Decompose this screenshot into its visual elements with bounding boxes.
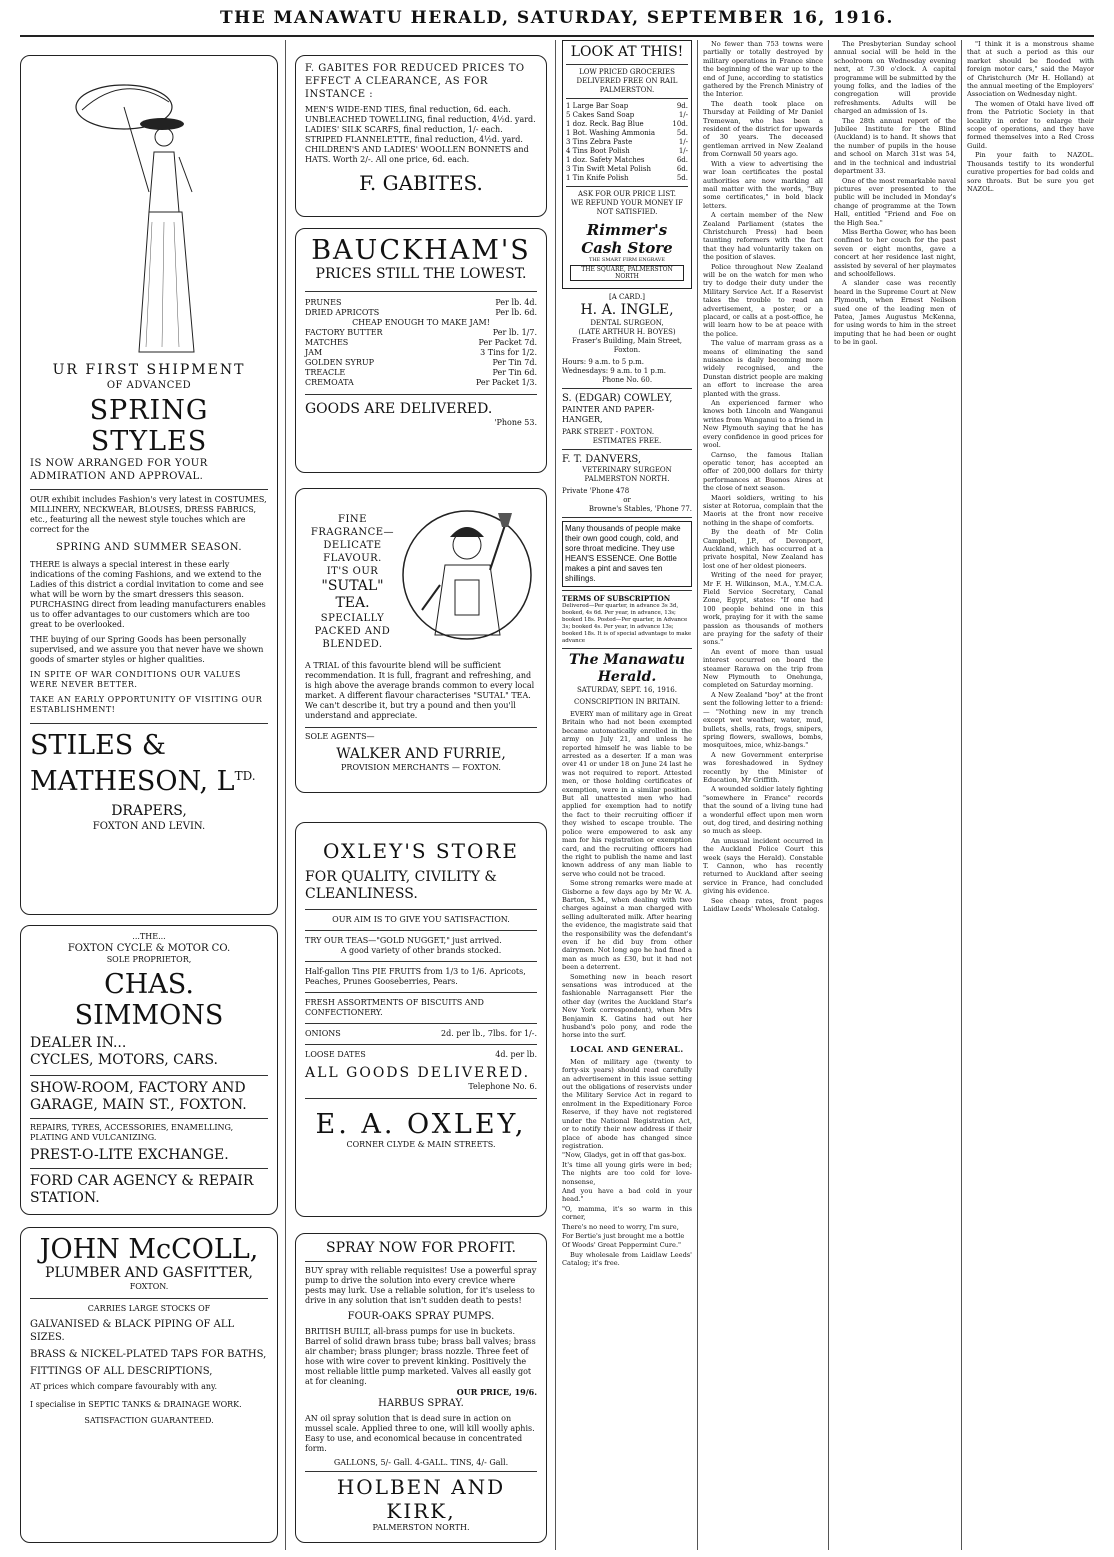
- price-row: [566, 120, 688, 129]
- article: The women of Otaki have lived off from the Patriotic Society in that locality in order to enlarge their scope of operations, and they have formed themselves into a Red Cross Guild.: [967, 99, 1094, 150]
- simmons-ad: [20, 925, 278, 1215]
- danvers-browne: Browne's Stables, 'Phone 77.: [588, 505, 692, 513]
- article: A slander case was recently heard in the Supreme Court at New Plymouth, when Ernest Neilson sued one of the leading men of Patea, James Augustus McKenna, for using words to him in the street imputing that he had been or ought to be in gaol.: [834, 279, 956, 347]
- sutal-agents: SOLE AGENTS—: [305, 732, 375, 741]
- stiles-para-3: THE buying of our Spring Goods has been personally supervised, and we assure you that never have we shown goods of smarter styles or higher qualities.: [30, 635, 264, 664]
- article: The value of marram grass as a means of eliminating the sand nuisance is daily becoming more widely recognised, and the Dunstan district people are making an effort to increase the area planted with the grass.: [703, 339, 823, 398]
- danvers-name: F. T. DANVERS,: [562, 454, 642, 465]
- stiles-heading-1: UR FIRST SHIPMENT: [52, 362, 246, 378]
- spray-p1: BUY spray with reliable requisites! Use a powerful spray pump to drive the solution into every crevice where pests may lurk. Use a reliable solution, for it's useless to drive in any solution that isn't sudden death to pests!: [305, 1266, 537, 1305]
- divider: [305, 394, 537, 395]
- sutal-l1: FINE: [338, 514, 367, 525]
- price-row: [305, 368, 537, 378]
- ingle-foxton: Foxton.: [613, 346, 641, 354]
- item-price: 3 Tins for 1/2.: [480, 348, 537, 357]
- article: An event of more than usual interest occurred on board the steamer Rarawa on the trip from New Plymouth to Onehunga, completed on Saturday morning.: [703, 647, 823, 690]
- divider: [566, 64, 688, 65]
- mccoll-sat: SATISFACTION GUARANTEED.: [84, 1416, 214, 1425]
- item-price: 1/-: [678, 147, 688, 155]
- gabites-item: CHILDREN'S AND LADIES' WOOLLEN BONNETS and HATS. Worth 2/-. All one price, 6d. each.: [305, 145, 529, 164]
- divider: [562, 590, 692, 591]
- poem-line: For Bertie's just brought me a bottle: [562, 1231, 685, 1240]
- article: Miss Bertha Gower, who has been confined to her couch for the past seven or eight months, gave a concert at her residence last night, assisted by several of her playmates and schoolfellows.: [834, 227, 956, 278]
- divider: [305, 992, 537, 993]
- spray-price: OUR PRICE, 19/6.: [456, 1387, 537, 1397]
- danvers-vet: VETERINARY SURGEON: [582, 466, 672, 474]
- divider: [562, 388, 692, 389]
- stiles-season: SPRING AND SUMMER SEASON.: [55, 542, 243, 553]
- mccoll-name: JOHN McCOLL,: [39, 1234, 259, 1265]
- price-row: [305, 348, 537, 358]
- ingle-phone: Phone No. 60.: [601, 376, 653, 384]
- simmons-repairs: REPAIRS, TYRES, ACCESSORIES, ENAMELLING, PLATING AND VULCANIZING.: [30, 1123, 234, 1142]
- local-general-head: LOCAL AND GENERAL.: [570, 1043, 684, 1054]
- simmons-name: CHAS. SIMMONS: [74, 969, 224, 1031]
- article: Police throughout New Zealand will be on the watch for men who try to dodge their duty under the Military Service Act. If a Reservist takes the trouble to read an advertisement, a poster, or a placard, or calls at a post-office, he will learn how to be at peace with the police.: [703, 262, 823, 338]
- sutal-l9: PACKED AND: [314, 626, 391, 637]
- divider: [30, 723, 268, 724]
- divider: [305, 1471, 537, 1472]
- item-name: PRUNES: [305, 298, 342, 307]
- sutal-l2: FRAGRANCE—: [310, 527, 395, 538]
- column-6: [967, 40, 1094, 1550]
- price-row: [566, 102, 688, 111]
- item-price: 5d.: [676, 129, 688, 137]
- price-row: [305, 308, 537, 318]
- item-name: 1 Large Bar Soap: [566, 102, 629, 110]
- simmons-co: FOXTON CYCLE & MOTOR CO.: [67, 943, 231, 954]
- rimmers-square: THE SQUARE, PALMERSTON NORTH: [570, 265, 684, 281]
- divider: [305, 1044, 537, 1045]
- sutal-l3: DELICATE: [323, 540, 382, 551]
- article: The 28th annual report of the Jubilee Institute for the Blind (Auckland) is to hand. It shows that the number of pupils in the house and school on March 31st was 54, and in the technical and industrial department 33.: [834, 116, 956, 176]
- bauckham-deliv: GOODS ARE DELIVERED.: [305, 401, 493, 417]
- item-price: 6d.: [676, 156, 688, 164]
- price-row: [305, 298, 537, 308]
- spring-styles-title: SPRING STYLES: [89, 395, 209, 457]
- item-price: Per Packet 7d.: [478, 338, 537, 347]
- item-name: 5 Cakes Sand Soap: [566, 111, 635, 119]
- price-row: [305, 318, 537, 328]
- article: An unusual incident occurred in the Auckland Police Court this week (says the Herald). Constable T. Cannon, who has recently returned to Auckland after seeing service in France, had concluded giving his evidence.: [703, 836, 823, 896]
- cowley-name: S. (EDGAR) COWLEY,: [562, 393, 673, 404]
- item-price: Per lb. 1/7.: [492, 328, 537, 337]
- look-ask: ASK FOR OUR PRICE LIST.: [577, 190, 677, 198]
- article: Men of military age (twenty to forty-six years) should read carefully an advertisement in this issue setting out the obligations of reservists under the Military Service Act in regard to enrolment in the Expeditionary Force Reserve, if they have not registered under the National Registration Act, or to notify their new address if their place of abode has changed since registration.: [562, 1057, 692, 1150]
- danvers-palm: PALMERSTON NORTH.: [584, 475, 670, 483]
- price-row: [566, 111, 688, 120]
- col3-local: [562, 1058, 692, 1268]
- gabites-name: F. GABITES.: [359, 171, 483, 195]
- masthead-rule: [20, 35, 1094, 37]
- cowley-painter: PAINTER AND PAPER-HANGER,: [562, 405, 655, 424]
- gabites-item: LADIES' SILK SCARFS, final reduction, 1/- each.: [305, 125, 503, 134]
- price-row: [305, 338, 537, 348]
- oxley-teas: TRY OUR TEAS—"GOLD NUGGET," just arrived.: [305, 936, 502, 945]
- spray-p3: AN oil spray solution that is dead sure in action on mussel scale. Applied three to one, will kill woolly aphis. Easy to use, and economical because in concentrated form.: [305, 1414, 535, 1453]
- danvers-priv: Private 'Phone 478: [562, 487, 630, 495]
- spray-pumps: FOUR-OAKS SPRAY PUMPS.: [347, 1311, 495, 1322]
- poem-line: And you have a bad cold in your head.": [562, 1186, 692, 1204]
- sutal-trial: A TRIAL of this favourite blend will be sufficient recommendation. It is full, fragrant and refreshing, and is high above the average brands common to every local market. A different flavour characterises "SUTAL" TEA. We can't describe it, but try a pound and then you'll understand and appreciate.: [305, 661, 535, 720]
- item-price: 9d.: [676, 102, 688, 110]
- oxley-dates-label: LOOSE DATES: [305, 1050, 366, 1059]
- article: A certain member of the New Zealand Parliament (states the Christchurch Press) had been taunting reformers with the fact that they had voluntarily taken on the position of slaves.: [703, 211, 823, 262]
- article: Writing of the need for prayer, Mr F. H. Wilkinson, M.A., Y.M.C.A. Field Service Secretary, Canal Zone, Egypt, states: "If one had 100 people behind one in this work, praying for it with the same passion as thousands of mothers are praying for the safety of their sons.": [703, 571, 823, 647]
- ingle-late: (LATE ARTHUR H. BOYES): [578, 328, 676, 336]
- divider: [305, 1261, 537, 1262]
- divider: [562, 648, 692, 649]
- herald-title: The Manawatu Herald.: [569, 652, 685, 685]
- spray-head: SPRAY NOW FOR PROFIT.: [326, 1240, 516, 1256]
- stiles-name-2: [30, 761, 268, 797]
- article: Carnso, the famous Italian operatic tenor, has accepted an offer of 200,000 dollars for thirty performances at Buenos Aires at the close of next season.: [703, 450, 823, 493]
- sutal-name: WALKER AND FURRIE,: [336, 746, 506, 762]
- bauckham-name: BAUCKHAM'S: [311, 235, 531, 266]
- oxley-onions-row: [305, 1029, 537, 1039]
- masthead: THE MANAWATU HERALD, SATURDAY, SEPTEMBER 16, 1916.: [220, 8, 894, 28]
- mccoll-ad: [20, 1227, 278, 1543]
- price-row: [566, 147, 688, 156]
- item-name: GOLDEN SYRUP: [305, 358, 374, 367]
- item-name: 1 doz. Reck. Bag Blue: [566, 120, 644, 128]
- price-row: [566, 138, 688, 147]
- conscription-head: CONSCRIPTION IN BRITAIN.: [574, 698, 680, 706]
- stiles-place: FOXTON AND LEVIN.: [92, 821, 206, 832]
- article: A new Government enterprise was foreshadowed in Sydney recently by the Minister of Education, Mr Griffith.: [703, 750, 823, 784]
- spray-p2: BRITISH BUILT, all-brass pumps for use in buckets. Barrel of solid drawn brass tube; brass ball valves; brass air chamber; brass plunger; brass nozzle. Three feet of hose with wire cover to prevent kinking. Positively the most reliable little pump marketed. Valves all easily got at for cleaning.: [305, 1327, 536, 1386]
- oxley-dates-price: 4d. per lb.: [495, 1050, 537, 1059]
- stiles-trade: DRAPERS,: [111, 803, 187, 819]
- item-name: MATCHES: [305, 338, 349, 347]
- bauckham-phone: 'Phone 53.: [494, 418, 537, 427]
- oxley-tel: Telephone No. 6.: [468, 1082, 537, 1091]
- article: Pin your faith to NAZOL. Thousands testify to its wonderful curative properties for bad colds and sore throats. But be sure you get NAZOL.: [967, 151, 1094, 193]
- divider: [566, 186, 688, 187]
- oxley-dates-row: [305, 1050, 537, 1060]
- article: See cheap rates, front pages Laidlaw Leeds' Wholesale Catalog.: [703, 896, 823, 914]
- poem-line: "O, mamma, it's so warm in this corner,: [562, 1204, 692, 1222]
- cowley-est: ESTIMATES FREE.: [592, 437, 662, 445]
- item-price: Per Packet 1/3.: [475, 378, 537, 387]
- stiles-name-1: STILES &: [30, 730, 166, 761]
- oxley-onions-label: ONIONS: [305, 1029, 341, 1038]
- bauckham-sub: PRICES STILL THE LOWEST.: [315, 266, 527, 282]
- oxley-head: OXLEY'S STORE: [322, 839, 520, 863]
- bauckham-ad: [295, 228, 547, 473]
- danvers-or: or: [623, 496, 631, 504]
- oxley-teas2: A good variety of other brands stocked.: [340, 946, 502, 955]
- hean-essence-ad: Many thousands of people make their own good cough, cold, and sore throat medicine. They use HEAN'S ESSENCE. One Bottle makes a pint and saves ten shillings.: [562, 521, 692, 587]
- mccoll-special: I specialise in SEPTIC TANKS & DRAINAGE WORK.: [30, 1400, 242, 1409]
- column-5: [834, 40, 956, 1550]
- poem-line: There's no need to worry, I'm sure,: [562, 1222, 679, 1231]
- divider: [305, 291, 537, 292]
- column-divider: [555, 40, 556, 1550]
- item-name: DRIED APRICOTS: [305, 308, 380, 317]
- oxley-aim: OUR AIM IS TO GIVE YOU SATISFACTION.: [332, 915, 510, 924]
- tea-lady-illustration: [400, 495, 535, 655]
- article: A New Zealand "boy" at the front sent the following letter to a friend:— "Nothing new in my trench except wet weather, water, mud, bullets, shells, rats, frogs, snipers, spring flowers, swallows, bombs, mosquitoes, mice, whiz-bangs.": [703, 690, 823, 750]
- mccoll-carries: CARRIES LARGE STOCKS OF: [87, 1304, 211, 1313]
- divider: [30, 489, 268, 490]
- look-price-list: [566, 102, 688, 183]
- terms-head: TERMS OF SUBSCRIPTION: [562, 594, 671, 603]
- stiles-para-5: TAKE AN EARLY OPPORTUNITY OF VISITING OUR ESTABLISHMENT!: [30, 695, 263, 714]
- poem-line: "Now, Gladys, get in off that gas-box.: [562, 1151, 687, 1160]
- stiles-heading-4: IS NOW ARRANGED FOR YOUR: [30, 458, 208, 469]
- spray-ad: [295, 1233, 547, 1543]
- item-price: 10d.: [672, 120, 688, 128]
- item-name: 4 Tins Boot Polish: [566, 147, 630, 155]
- divider: [562, 517, 692, 518]
- mccoll-brass: BRASS & NICKEL-PLATED TAPS FOR BATHS,: [30, 1349, 267, 1360]
- article: No fewer than 753 towns were partially or totally destroyed by military operations in France since the beginning of the war up to the end of June, according to statistics gathered by the French Ministry of the Interior.: [703, 40, 823, 99]
- stiles-heading-2: OF ADVANCED: [106, 380, 192, 391]
- sutal-l4: FLAVOUR.: [323, 553, 382, 564]
- sutal-l7: TEA.: [335, 595, 370, 611]
- item-name: CREMOATA: [305, 378, 354, 387]
- item-price: 5d.: [676, 174, 688, 182]
- item-name: CHEAP ENOUGH TO MAKE JAM!: [352, 318, 490, 327]
- article: The death took place on Thursday at Feilding of Mr Daniel Tremewan, who has been a resident of the district for upwards of 30 years. The deceased gentleman arrived in New Zealand from Cornwall 50 years ago.: [703, 99, 823, 159]
- article: Maori soldiers, writing to his sister at Rotorua, complain that the Maoris at the front now receive nothing in the shape of comforts.: [703, 493, 823, 527]
- oxley-addr: CORNER CLYDE & MAIN STREETS.: [346, 1140, 496, 1149]
- sutal-l6: "SUTAL": [321, 578, 384, 594]
- column-divider: [285, 40, 286, 1550]
- item-name: 1 doz. Safety Matches: [566, 156, 645, 164]
- article: EVERY man of military age in Great Britain who had not been exempted became automatically enrolled in the army on July 21, and unless he reported himself he was liable to be arrested as a deserter. If a man was over 41 or under 18 on June 24 last he was not required to report. Attested men, or those holding certificates of exemption, were in a similar position. But all unattested men who had applied for exemption had to notify the fact to their recruiting officer if they wished to escape trouble. The police were empowered to ask any man for his registration or exemption card, and the recruiting officers had the right to publish the name and last known address of any man liable to serve who could not be traced.: [562, 710, 692, 878]
- gabites-ad: [295, 55, 547, 217]
- column-3: [562, 40, 692, 1550]
- item-price: Per Tin 7d.: [492, 358, 537, 367]
- oxley-ad: [295, 822, 547, 1217]
- item-price: 6d.: [676, 165, 688, 173]
- oxley-all: ALL GOODS DELIVERED.: [305, 1065, 531, 1081]
- oxley-fresh: FRESH ASSORTMENTS OF BISCUITS AND CONFECTIONERY.: [305, 998, 484, 1017]
- stiles-para-4: IN SPITE OF WAR CONDITIONS OUR VALUES WERE NEVER BETTER.: [30, 670, 241, 689]
- herald-date: SATURDAY, SEPT. 16, 1916.: [577, 686, 677, 694]
- sutal-slogan: [305, 495, 400, 655]
- mccoll-prices: AT prices which compare favourably with any.: [30, 1382, 217, 1391]
- ingle-name: H. A. INGLE,: [580, 302, 674, 318]
- item-price: Per lb. 4d.: [495, 298, 537, 307]
- divider: [305, 1023, 537, 1024]
- gabites-head: F. GABITES FOR REDUCED PRICES TO EFFECT A CLEARANCE, AS FOR INSTANCE :: [305, 63, 525, 100]
- gabites-item: UNBLEACHED TOWELLING, final reduction, 4½d. yard.: [305, 115, 536, 124]
- poem-line: Of Woods' Great Peppermint Cure.": [562, 1241, 682, 1250]
- bauckham-price-list: [305, 298, 537, 388]
- item-name: TREACLE: [305, 368, 346, 377]
- price-row: [566, 174, 688, 183]
- divider: [305, 727, 537, 728]
- item-price: 1/-: [678, 138, 688, 146]
- item-name: FACTORY BUTTER: [305, 328, 383, 337]
- article: The Presbyterian Sunday school annual social will be held in the schoolroom on Wednesday evening next, at 7.30 o'clock. A capital programme will be submitted by the young folks, and the ladies of the congregation will provide refreshments. Adults will be charged an admission of 1s.: [834, 40, 956, 116]
- article: Buy wholesale from Laidlaw Leeds' Catalog; it's free.: [562, 1250, 692, 1268]
- sutal-l10: BLENDED.: [322, 639, 383, 650]
- oxley-sub: FOR QUALITY, CIVILITY & CLEANLINESS.: [305, 869, 497, 902]
- sutal-l5: IT'S OUR: [326, 566, 379, 577]
- item-name: 1 Tin Knife Polish: [566, 174, 629, 182]
- look-refund: WE REFUND YOUR MONEY IF NOT SATISFIED.: [571, 199, 683, 216]
- article: One of the most remarkable naval pictures ever presented to the public will be included in Monday's change of programme at the Town Hall, entitled "Friend and Foe on the High Sea.": [834, 176, 956, 227]
- look-low: LOW PRICED GROCERIES DELIVERED FREE ON RAIL PALMERSTON.: [576, 68, 678, 94]
- article: "I think it is a monstrous shame that at such a period as this our market should be flooded with foreign motor cars," said the Mayor of Christchurch (Mr H. Holland) at the annual meeting of the Employers' Association on Wednesday night.: [967, 40, 1094, 99]
- mccoll-place: FOXTON.: [129, 1282, 169, 1291]
- cowley-park: PARK STREET - FOXTON.: [562, 428, 655, 436]
- stiles-ltd: TD.: [234, 769, 256, 783]
- ingle-dental: DENTAL SURGEON,: [590, 319, 664, 327]
- column-4: [703, 40, 823, 1550]
- simmons-prest: PREST-O-LITE EXCHANGE.: [30, 1147, 229, 1163]
- divider: [30, 1118, 268, 1119]
- price-row: [566, 129, 688, 138]
- poem-line: It's time all young girls were in bed; The nights are too cold for love-nonsense,: [562, 1160, 692, 1186]
- item-price: Per lb. 6d.: [495, 308, 537, 317]
- oxley-onions-price: 2d. per lb., 7lbs. for 1/-.: [441, 1029, 537, 1038]
- item-price: Per Tin 6d.: [492, 368, 537, 377]
- divider: [305, 1098, 537, 1099]
- article: Some strong remarks were made at Gisborne a few days ago by Mr W. A. Barton, S.M., when dealing with two charges against a man charged with selling adulterated milk. After hearing the evidence, the magistrate said that the responsibility was the defendant's even if he did buy from other dairymen. Not long ago he had fined a man as much as £30, but it had not been a deterrent.: [562, 879, 692, 972]
- simmons-the: ...THE...: [132, 932, 166, 941]
- oxley-fruits: Half-gallon Tins PIE FRUITS from 1/3 to 1/6. Apricots, Peaches, Prunes Gooseberries, Pears.: [305, 967, 526, 986]
- ingle-card: [A CARD.]: [608, 293, 645, 301]
- fashion-lady-illustration: [74, 62, 224, 362]
- article: An experienced farmer who knows both Lincoln and Wanganui writes from Wanganui to a friend in New Plymouth saying that he has every confidence in good prices for wool.: [703, 399, 823, 450]
- ingle-fraser: Fraser's Building, Main Street,: [571, 337, 683, 345]
- price-row: [566, 165, 688, 174]
- item-name: 3 Tins Zebra Paste: [566, 138, 633, 146]
- look-ad: [562, 40, 692, 289]
- spray-place: PALMERSTON NORTH.: [372, 1523, 470, 1532]
- article: A wounded soldier lately fighting "somewhere in France" records that the sound of a living tune had a wonderful effect upon men worn out, dog tired, and desiring nothing so much as sleep.: [703, 785, 823, 836]
- stiles-para-2: THERE is always a special interest in these early indications of the coming Fashions, and we extend to the Ladies of this district a cordial invitation to come and see what will be worn by the smart dressers this season. PURCHASING direct from leading manufacturers enables us to offer advantages to our customers which are too great to be overlooked.: [30, 560, 266, 629]
- sutal-l8: SPECIALLY: [320, 613, 385, 624]
- divider: [305, 961, 537, 962]
- divider: [30, 1075, 268, 1076]
- spray-name: HOLBEN AND KIRK,: [336, 1475, 506, 1523]
- stiles-para-1: OUR exhibit includes Fashion's very latest in COSTUMES, MILLINERY, NECKWEAR, BLOUSES, DRESS FABRICS, etc., featuring all the newest style touches which are correct for the: [30, 495, 267, 534]
- price-row: [305, 378, 537, 388]
- column-divider: [697, 40, 698, 1550]
- item-name: 3 Tin Swift Metal Polish: [566, 165, 651, 173]
- divider: [30, 1298, 268, 1299]
- simmons-show: SHOW-ROOM, FACTORY AND GARAGE, MAIN ST., FOXTON.: [30, 1080, 247, 1113]
- price-row: [566, 156, 688, 165]
- rimmers-name: Rimmer's Cash Store: [581, 221, 673, 257]
- divider: [562, 449, 692, 450]
- price-row: [305, 358, 537, 368]
- divider: [566, 98, 688, 99]
- sutal-sub: PROVISION MERCHANTS — FOXTON.: [341, 763, 501, 772]
- gabites-item: MEN'S WIDE-END TIES, final reduction, 6d. each.: [305, 105, 511, 114]
- oxley-name: E. A. OXLEY,: [315, 1109, 527, 1140]
- look-head: LOOK AT THIS!: [570, 44, 684, 60]
- divider: [305, 909, 537, 910]
- article: With a view to advertising the war loan certificates the postal authorities are now marking all mail matter with the words, "Buy some certificates," in bold black letters.: [703, 159, 823, 210]
- column-divider: [828, 40, 829, 1550]
- column-divider: [961, 40, 962, 1550]
- mccoll-galv: GALVANISED & BLACK PIPING OF ALL SIZES.: [30, 1319, 235, 1343]
- rimmers-sub: THE SMART FIRM ENGRAVE: [588, 257, 665, 263]
- terms-body: Delivered—Per quarter, in advance 3s 3d, booked, 4s 6d. Per year, in advance, 13s; booked 18s. Posted—Per quarter, in Advance 3s; booked 4s. Per year, in advance 13s; booked 18s. It is of special advantage to make advance: [562, 603, 692, 644]
- stiles-matheson-ad: [20, 55, 278, 915]
- item-name: JAM: [305, 348, 323, 357]
- article: By the death of Mr Colin Campbell, J.P., of Devonport, Auckland, which has occurred at a private hospital, New Zealand has lost one of her oldest pioneers.: [703, 528, 823, 570]
- gabites-item: STRIPED FLANNELETTE, final reduction, 4½d. yard.: [305, 135, 523, 144]
- spray-harbus: HARBUS SPRAY.: [378, 1398, 464, 1409]
- rimmers-logo: [566, 221, 688, 281]
- mccoll-fittings: FITTINGS OF ALL DESCRIPTIONS,: [30, 1366, 213, 1377]
- divider: [305, 930, 537, 931]
- spray-sizes: GALLONS, 5/- Gall. 4-GALL. TINS, 4/- Gall.: [333, 1458, 509, 1467]
- item-price: 1/-: [678, 111, 688, 119]
- sutal-tea-ad: [295, 488, 547, 793]
- simmons-cycles: CYCLES, MOTORS, CARS.: [30, 1052, 218, 1068]
- stiles-name-2-text: MATHESON, L: [30, 766, 235, 797]
- price-row: [305, 328, 537, 338]
- simmons-dealer: DEALER IN...: [30, 1035, 127, 1051]
- item-name: 1 Bot. Washing Ammonia: [566, 129, 656, 137]
- simmons-prop: SOLE PROPRIETOR,: [106, 955, 192, 964]
- article: Something new in beach resort sensations was introduced at the fashionable Narragansett Pier the other day (writes the Auckland Star's New York correspondent), when Mrs Benjamin K. Gatins had out her husband's polo pony, and rode the horse into the surf.: [562, 972, 692, 1040]
- mccoll-trade: PLUMBER AND GASFITTER,: [45, 1265, 253, 1281]
- simmons-ford: FORD CAR AGENCY & REPAIR STATION.: [30, 1173, 254, 1206]
- ingle-hours: Hours: 9 a.m. to 5 p.m. Wednesdays: 9 a.m. to 1 p.m.: [562, 358, 666, 375]
- divider: [30, 1168, 268, 1169]
- stiles-heading-5: ADMIRATION AND APPROVAL.: [30, 471, 204, 482]
- col3-articles: [562, 710, 692, 1040]
